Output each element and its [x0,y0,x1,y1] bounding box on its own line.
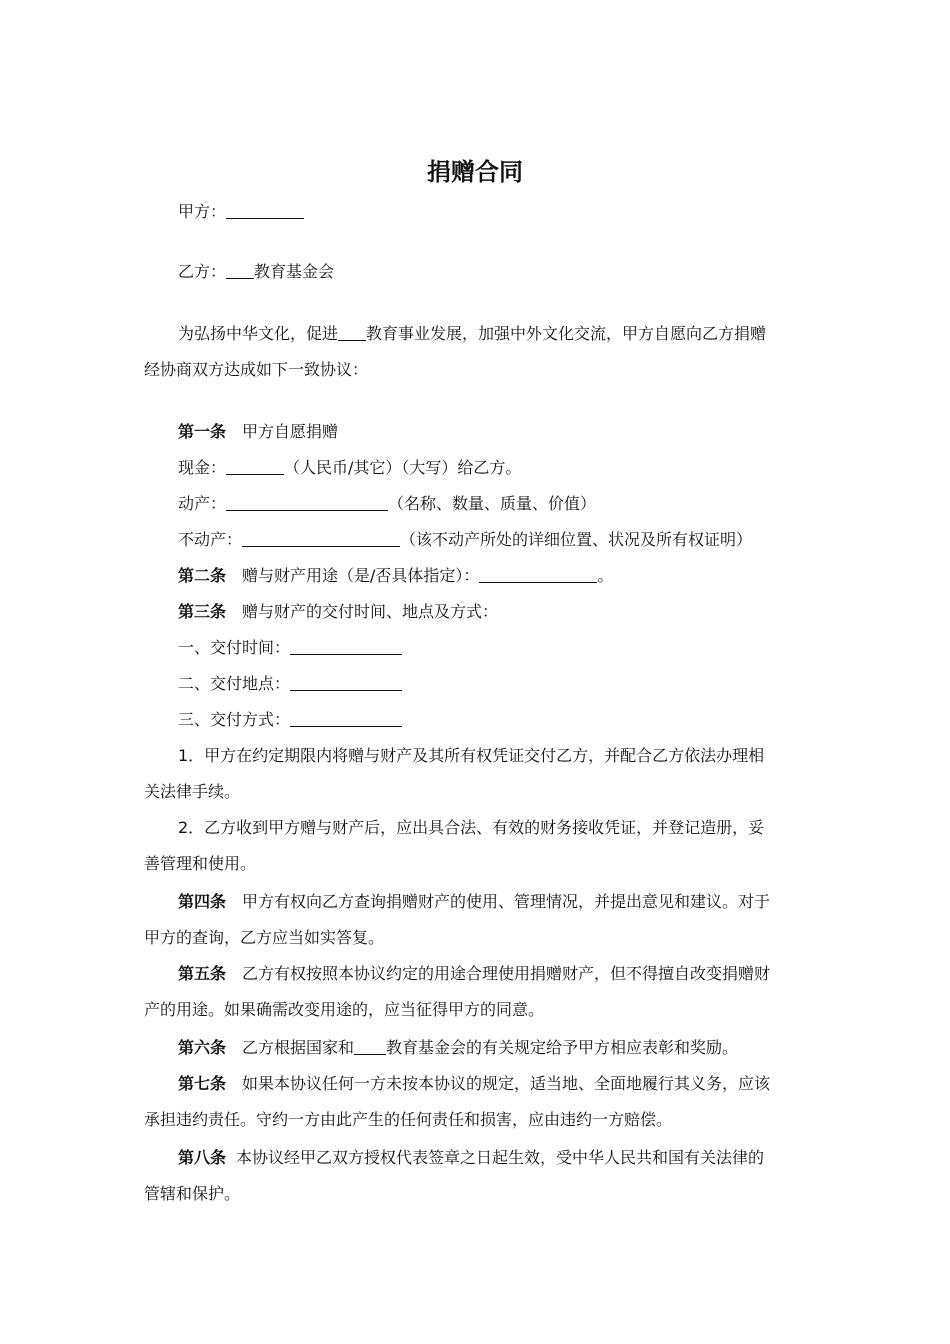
realty-blank [242,529,400,547]
party-a-line [178,200,808,224]
movable-suffix: （名称、数量、质量、价值） [388,494,597,513]
delivery-time-label: 一、交付时间： [178,638,291,657]
cash-suffix: （人民币/其它）（大写）给乙方。 [284,458,522,477]
purpose-blank [479,565,597,583]
article-6-text-b: 教育基金会的有关规定给予甲方相应表彰和奖励。 [386,1038,739,1057]
article-3-label: 第三条 [178,602,227,621]
party-a-label: 甲方： [178,202,227,221]
article-7-line-2: 承担违约责任。守约一方由此产生的任何责任和损害，应由违约一方赔偿。 [144,1110,673,1129]
foundation-blank [354,1037,386,1055]
delivery-time-line [178,636,808,660]
preamble-blank [338,323,366,341]
article-5-line-2: 产的用途。如果确需改变用途的，应当征得甲方的同意。 [144,1000,545,1019]
article-7-label: 第七条 [178,1074,227,1093]
article-4-line-1 [178,890,808,914]
article-5-line-1 [178,962,808,986]
article-2-label: 第二条 [178,566,227,585]
party-b-blank [226,261,254,279]
article-7-line-1 [178,1072,808,1096]
article-8-line-2: 管辖和保护。 [144,1184,241,1203]
clause-2-line-2: 善管理和使用。 [144,854,257,873]
clause-2-line-1: 2．乙方收到甲方赠与财产后，应出具合法、有效的财务接收凭证，并登记造册，妥 [178,818,765,837]
delivery-method-line [178,708,808,732]
movable-label: 动产： [178,494,227,513]
realty-line [178,528,808,552]
article-2-end: 。 [597,566,614,585]
article-2-text: 赠与财产用途（是/否具体指定）： [242,566,480,585]
realty-label: 不动产： [178,530,243,549]
preamble-text-b: 教育事业发展，加强中外文化交流，甲方自愿向乙方捐赠 [366,324,767,343]
article-6 [178,1036,808,1060]
delivery-time-blank [290,637,402,655]
document-title: 捐赠合同 [427,158,523,186]
cash-label: 现金： [178,458,227,477]
cash-blank [226,457,284,475]
delivery-place-blank [290,673,402,691]
movable-blank [226,493,388,511]
preamble-line-1 [178,322,808,346]
delivery-method-blank [290,709,402,727]
delivery-method-label: 三、交付方式： [178,710,291,729]
article-8-text: 本协议经甲乙双方授权代表签章之日起生效，受中华人民共和国有关法律的 [236,1148,765,1167]
party-a-blank [226,201,304,219]
article-2 [178,564,808,588]
article-5-text: 乙方有权按照本协议约定的用途合理使用捐赠财产，但不得擅自改变捐赠财 [242,964,771,983]
cash-line [178,456,808,480]
realty-suffix: （该不动产所处的详细位置、状况及所有权证明） [400,530,753,549]
article-1-heading [178,420,808,444]
preamble-line-2: 经协商双方达成如下一致协议： [144,360,369,379]
party-b-label: 乙方： [178,262,227,281]
article-8-line-1 [178,1146,808,1170]
article-8-label: 第八条 [178,1148,227,1167]
article-6-label: 第六条 [178,1038,227,1057]
article-4-label: 第四条 [178,892,227,911]
movable-line [178,492,808,516]
party-b-line [178,260,808,284]
clause-1-line-2: 关法律手续。 [144,782,241,801]
article-1-label: 第一条 [178,422,227,441]
article-1-text: 甲方自愿捐赠 [242,422,339,441]
party-b-suffix: 教育基金会 [254,262,335,281]
delivery-place-line [178,672,808,696]
article-3-text: 赠与财产的交付时间、地点及方式： [242,602,499,621]
article-5-label: 第五条 [178,964,227,983]
delivery-place-label: 二、交付地点： [178,674,291,693]
article-4-line-2: 甲方的查询，乙方应当如实答复。 [144,928,385,947]
article-4-text: 甲方有权向乙方查询捐赠财产的使用、管理情况，并提出意见和建议。对于 [242,892,771,911]
article-3-heading [178,600,808,624]
preamble-text-a: 为弘扬中华文化，促进 [178,324,339,343]
article-7-text: 如果本协议任何一方未按本协议的规定，适当地、全面地履行其义务，应该 [242,1074,771,1093]
article-6-text-a: 乙方根据国家和 [242,1038,355,1057]
clause-1-line-1: 1．甲方在约定期限内将赠与财产及其所有权凭证交付乙方，并配合乙方依法办理相 [178,746,765,765]
